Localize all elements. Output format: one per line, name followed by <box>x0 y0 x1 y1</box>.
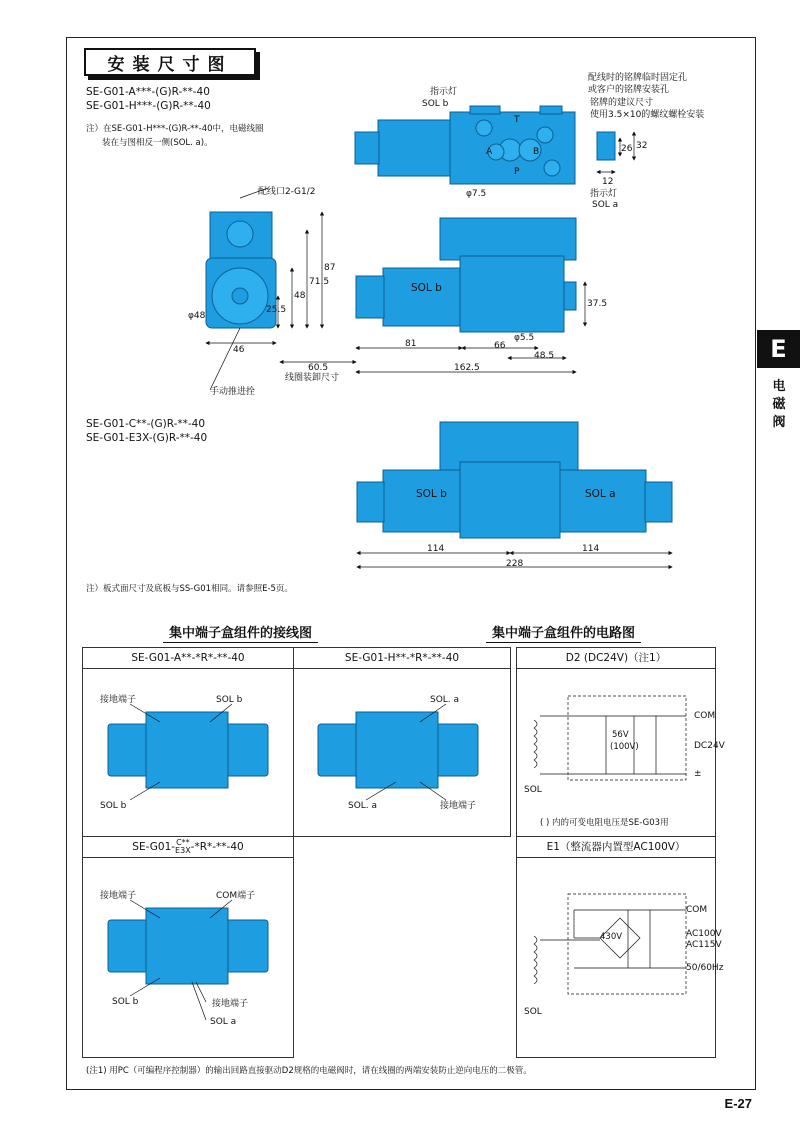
section-tab-letter: E <box>757 330 800 368</box>
panel-title: SE-G01-C** E3X-*R*-**-40 <box>83 837 293 858</box>
note-text: 注）板式面尺寸及底板与SS-G01相同。请参照E-5页。 <box>86 584 293 594</box>
sol-label: SOL b <box>411 282 442 294</box>
sol-label: SOL b <box>416 488 447 500</box>
model-label: SE-G01-E3X-(G)R-**-40 <box>86 432 208 444</box>
sol-label: SOL b <box>112 997 139 1007</box>
varistor-label: 430V <box>600 932 623 942</box>
port-label: A <box>486 147 493 157</box>
section-title-wiring: 集中端子盒组件的接线图 <box>163 622 318 643</box>
sol-label: SOL a <box>592 200 619 210</box>
section-title-circuit: 集中端子盒组件的电路图 <box>486 622 641 643</box>
dim-value: 37.5 <box>587 299 608 309</box>
note-text: 装在与图相反一侧(SOL. a)。 <box>102 138 213 148</box>
page-number: E-27 <box>724 1096 752 1111</box>
com-label: COM <box>694 711 716 721</box>
dim-value: 32 <box>636 141 648 151</box>
indicator-label: 指示灯 <box>430 87 458 97</box>
ground-terminal-label: 接地端子 <box>212 999 249 1009</box>
dim-value: 71.5 <box>309 277 330 287</box>
coil-removal-label: 线圈装卸尺寸 <box>285 373 340 383</box>
port-label: P <box>514 167 520 177</box>
ground-terminal-label: 接地端子 <box>440 801 477 811</box>
dim-value: 81 <box>405 339 417 349</box>
panel-title: SE-G01-A**-*R*-**-40 <box>83 648 293 669</box>
voltage-label: AC100V <box>686 929 722 939</box>
nameplate-note: 配线时的铭牌临时固定孔 <box>588 73 688 83</box>
dim-value: 12 <box>602 177 614 187</box>
dim-value: 46 <box>233 345 245 355</box>
sol-label: SOL a <box>585 488 616 500</box>
sol-label: SOL b <box>216 695 243 705</box>
dim-value: 26 <box>621 144 633 154</box>
panel-title: D2 (DC24V)（注1） <box>517 648 715 669</box>
dim-value: 87 <box>324 263 336 273</box>
varistor-label: (100V) <box>610 742 639 752</box>
dim-value: 48.5 <box>534 351 555 361</box>
ground-terminal-label: 接地端子 <box>100 891 137 901</box>
wiring-port-label: 配线口2-G1/2 <box>258 187 316 197</box>
model-label: SE-G01-A***-(G)R-**-40 <box>86 86 210 98</box>
model-label: SE-G01-H***-(G)R-**-40 <box>86 100 211 112</box>
sol-label: SOL a <box>210 1017 237 1027</box>
frequency-label: 50/60Hz <box>686 963 724 973</box>
note-text: 注）在SE-G01-H***-(G)R-**-40中，电磁线圈 <box>86 124 264 134</box>
dim-value: 114 <box>427 544 445 554</box>
voltage-label: AC115V <box>686 940 722 950</box>
sol-label: SOL <box>524 1007 542 1017</box>
dim-value: 25.5 <box>266 305 287 315</box>
panel-title: E1（整流器内置型AC100V） <box>517 837 715 858</box>
varistor-label: 56V <box>612 730 629 740</box>
nameplate-note: 或客户的铭牌安装孔 <box>588 85 670 95</box>
voltage-label: DC24V <box>694 741 725 751</box>
sol-label: SOL b <box>422 99 449 109</box>
dimension-label: φ48 <box>188 311 206 321</box>
port-label: B <box>533 147 540 157</box>
dim-value: 114 <box>582 544 600 554</box>
com-label: COM <box>686 905 708 915</box>
dim-value: 228 <box>506 559 524 569</box>
dimension-label: φ5.5 <box>514 333 535 343</box>
page-title: 安装尺寸图 <box>84 48 256 76</box>
nameplate-note: 使用3.5×10的螺纹螺栓安装 <box>590 110 705 120</box>
manual-push-label: 手动推进拴 <box>210 387 256 397</box>
port-label: T <box>514 115 520 125</box>
dim-value: 66 <box>494 341 506 351</box>
indicator-label: 指示灯 <box>590 189 618 199</box>
com-terminal-label: COM端子 <box>216 891 256 901</box>
dim-value: 60.5 <box>308 363 329 373</box>
sol-label: SOL. a <box>430 695 460 705</box>
sol-label: SOL. a <box>348 801 378 811</box>
circuit-footnote: ( ) 内的可变电阻电压是SE-G03用 <box>540 818 669 828</box>
dim-value: 162.5 <box>454 363 480 373</box>
ground-terminal-label: 接地端子 <box>100 695 137 705</box>
nameplate-note: 铭牌的建议尺寸 <box>590 98 654 108</box>
sol-label: SOL b <box>100 801 127 811</box>
panel-title: SE-G01-H**-*R*-**-40 <box>294 648 510 669</box>
sol-label: SOL <box>524 785 542 795</box>
section-tab-text: 电磁阀 <box>772 379 786 430</box>
model-label: SE-G01-C**-(G)R-**-40 <box>86 418 206 430</box>
bottom-footnote: (注1) 用PC（可编程序控制器）的输出回路直接驱动D2规格的电磁阀时，请在线圈的两端安装防止逆向电压的二极管。 <box>86 1066 532 1076</box>
dim-value: 48 <box>294 291 306 301</box>
dimension-label: φ7.5 <box>466 189 487 199</box>
polarity-label: ± <box>694 769 702 779</box>
